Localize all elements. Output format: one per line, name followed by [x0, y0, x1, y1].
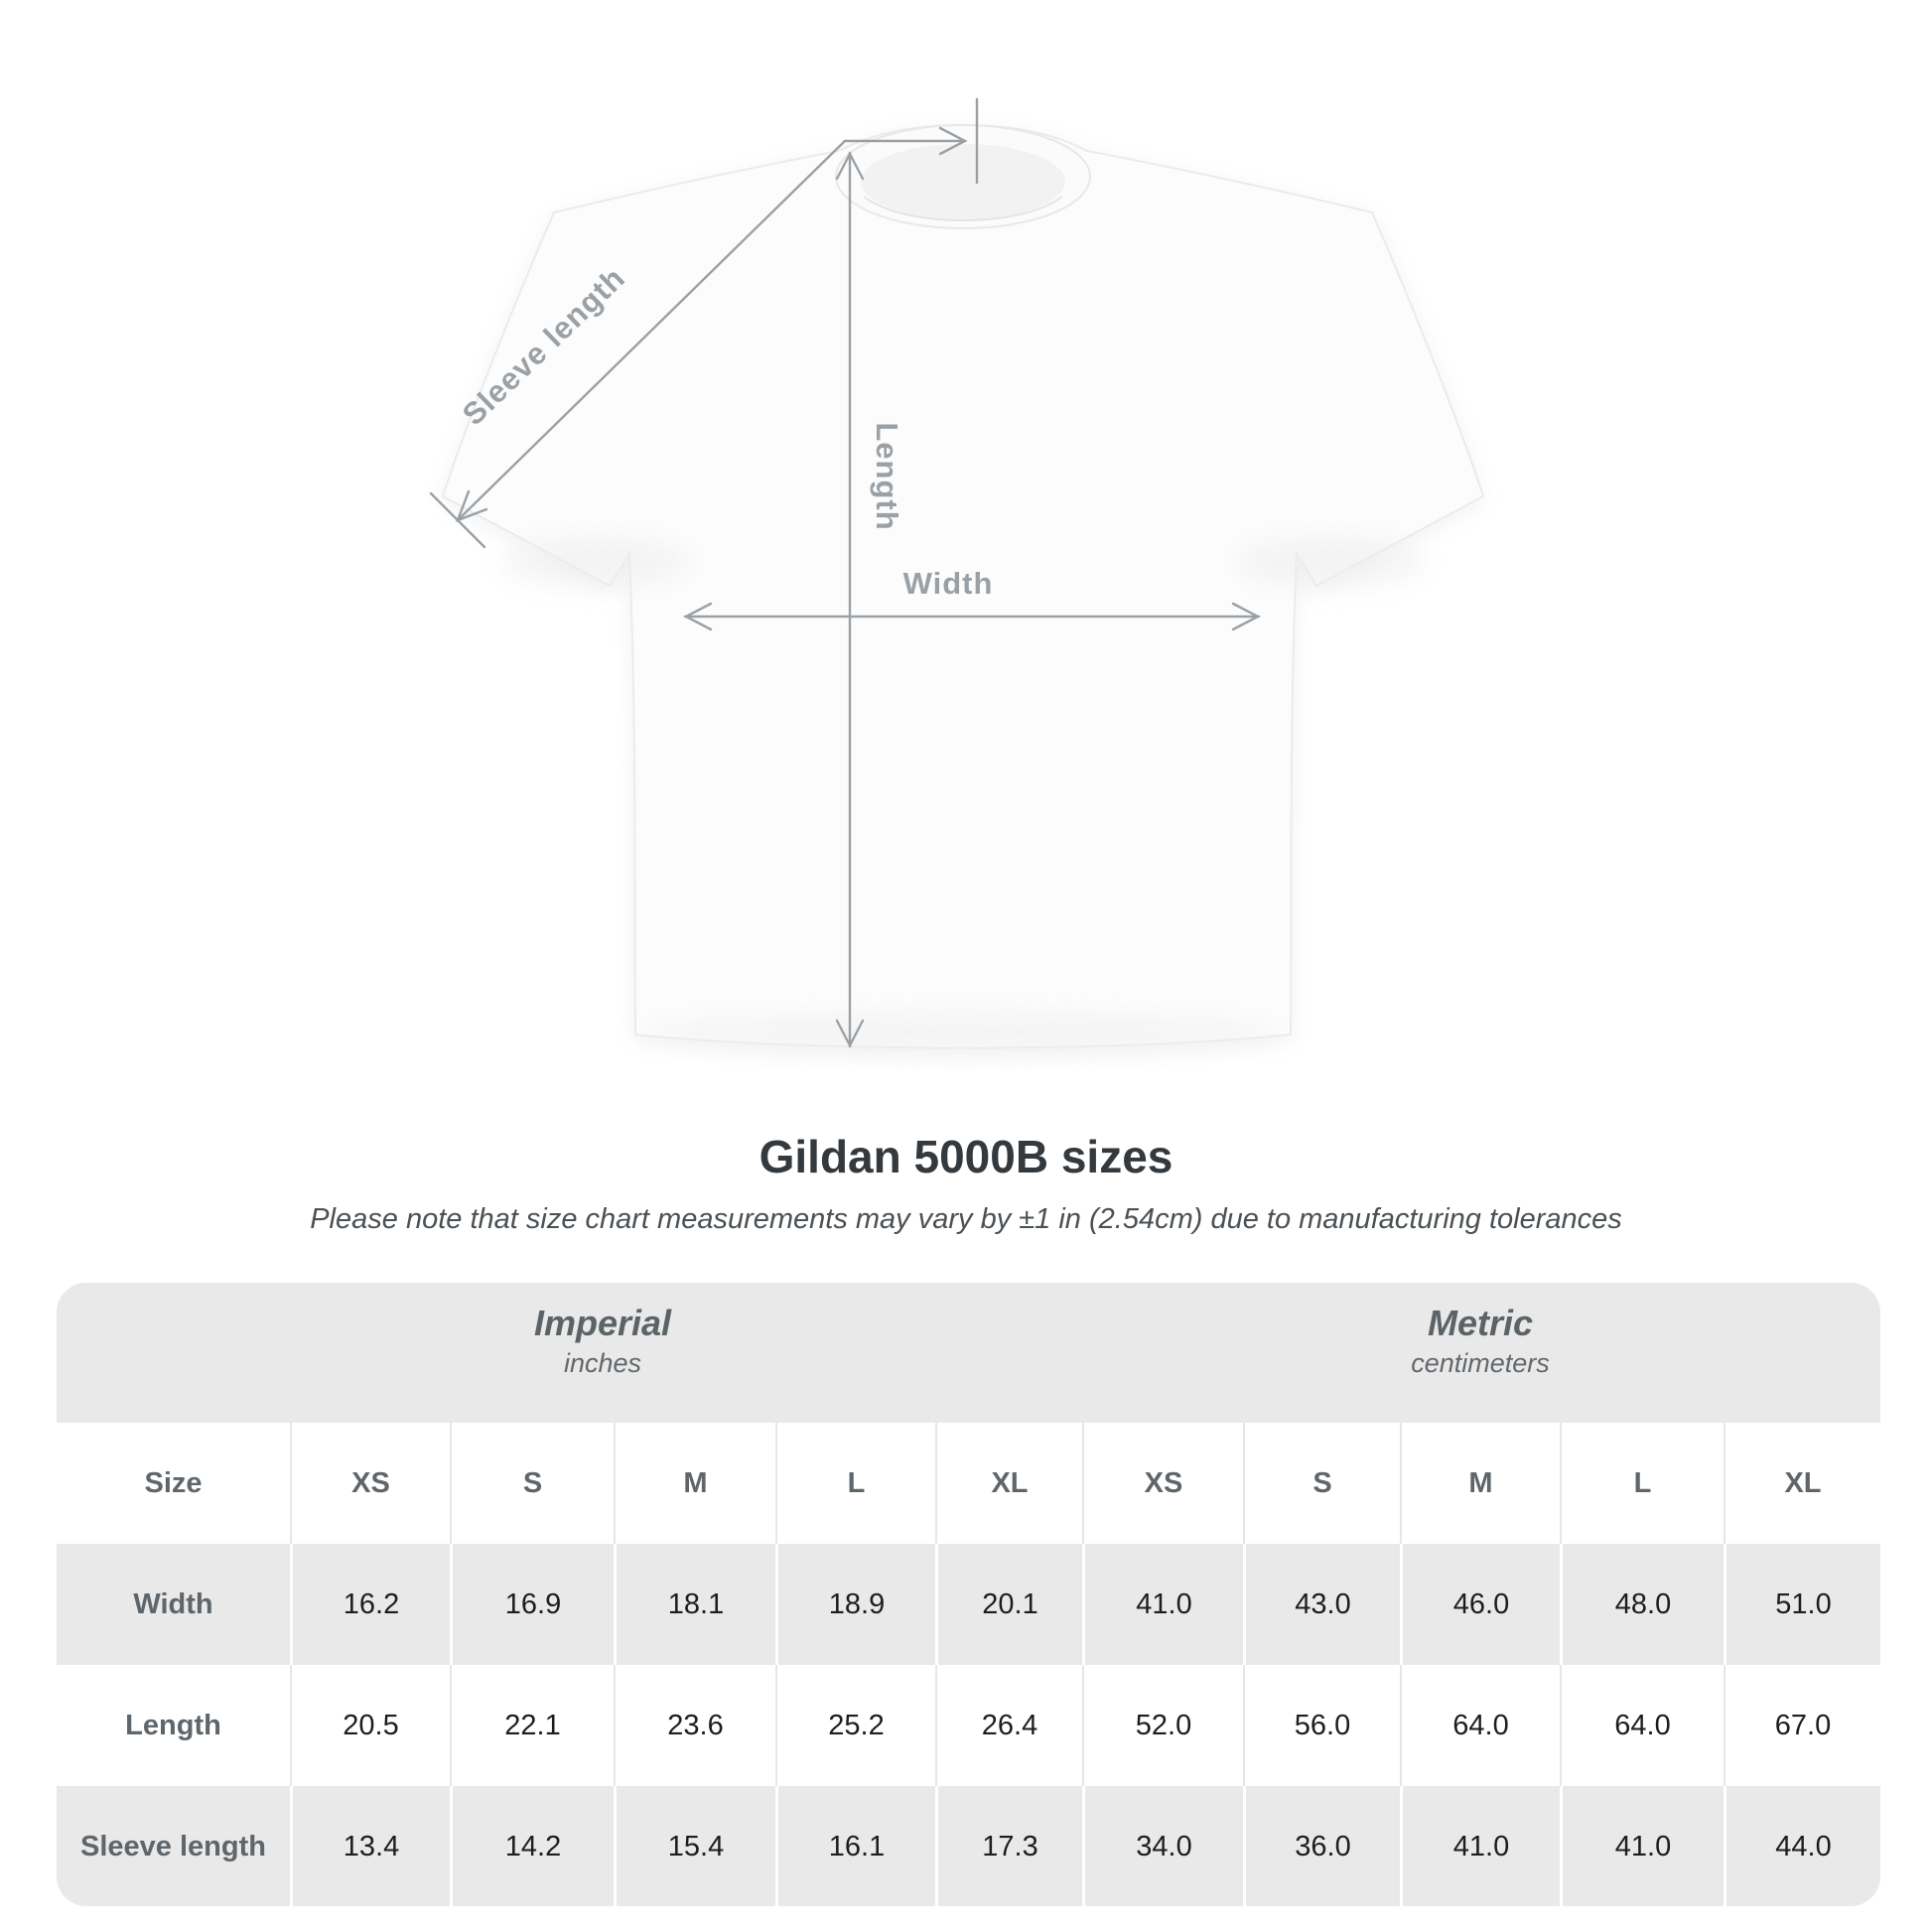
table-cell: 64.0: [1560, 1665, 1724, 1786]
table-cell: 44.0: [1724, 1786, 1880, 1906]
size-col-header: S: [1243, 1423, 1400, 1544]
table-cell: 56.0: [1243, 1665, 1400, 1786]
size-header-row: [57, 1423, 1880, 1544]
table-cell: 52.0: [1082, 1665, 1243, 1786]
row-label: Sleeve length: [80, 1831, 266, 1863]
table-cell: 16.1: [775, 1786, 935, 1906]
table-cell: 20.1: [935, 1544, 1082, 1665]
metric-sublabel: centimeters: [1411, 1348, 1550, 1378]
table-cell: 16.9: [450, 1544, 614, 1665]
table-cell: 18.1: [614, 1544, 775, 1665]
tolerance-note: Please note that size chart measurements may vary by ±1 in (2.54cm) due to manufacturing tolerances: [310, 1203, 1622, 1235]
table-cell: 41.0: [1400, 1786, 1560, 1906]
imperial-unit-header: [534, 1301, 671, 1381]
metric-unit-header: [1411, 1301, 1550, 1381]
unit-header-band: [57, 1283, 1880, 1423]
size-column-header: Size: [144, 1466, 203, 1499]
width-dimension-label: Width: [902, 566, 994, 601]
length-dimension-label: Length: [870, 422, 904, 531]
table-cell: 64.0: [1400, 1665, 1560, 1786]
size-col-header: XL: [935, 1423, 1082, 1544]
imperial-sublabel: inches: [563, 1348, 642, 1378]
size-table: [57, 1283, 1880, 1906]
table-cell: 67.0: [1724, 1665, 1880, 1786]
table-cell: 48.0: [1560, 1544, 1724, 1665]
table-cell: 36.0: [1243, 1786, 1400, 1906]
table-cell: 51.0: [1724, 1544, 1880, 1665]
width-row: [57, 1544, 1880, 1665]
size-col-header: XS: [290, 1423, 450, 1544]
size-col-header: L: [775, 1423, 935, 1544]
table-cell: 25.2: [775, 1665, 935, 1786]
table-cell: 26.4: [935, 1665, 1082, 1786]
size-col-header: XS: [1082, 1423, 1243, 1544]
row-label: Length: [125, 1709, 221, 1741]
size-col-header: L: [1560, 1423, 1724, 1544]
length-row: [57, 1665, 1880, 1786]
table-cell: 34.0: [1082, 1786, 1243, 1906]
table-cell: 18.9: [775, 1544, 935, 1665]
size-col-header: S: [450, 1423, 614, 1544]
sleeve-length-row: [57, 1786, 1880, 1906]
page-title: Gildan 5000B sizes: [759, 1131, 1173, 1182]
table-cell: 46.0: [1400, 1544, 1560, 1665]
table-cell: 41.0: [1560, 1786, 1724, 1906]
table-cell: 16.2: [290, 1544, 450, 1665]
table-cell: 43.0: [1243, 1544, 1400, 1665]
row-label: Width: [133, 1587, 213, 1620]
metric-label: Metric: [1427, 1303, 1534, 1343]
table-cell: 14.2: [450, 1786, 614, 1906]
table-cell: 15.4: [614, 1786, 775, 1906]
table-cell: 22.1: [450, 1665, 614, 1786]
table-cell: 23.6: [614, 1665, 775, 1786]
size-col-header: M: [614, 1423, 775, 1544]
sleeve-length-dimension-label: Sleeve length: [455, 260, 632, 433]
table-cell: 17.3: [935, 1786, 1082, 1906]
table-cell: 41.0: [1082, 1544, 1243, 1665]
table-cell: 20.5: [290, 1665, 450, 1786]
size-col-header: M: [1400, 1423, 1560, 1544]
table-cell: 13.4: [290, 1786, 450, 1906]
size-col-header: XL: [1724, 1423, 1880, 1544]
imperial-label: Imperial: [533, 1303, 672, 1343]
